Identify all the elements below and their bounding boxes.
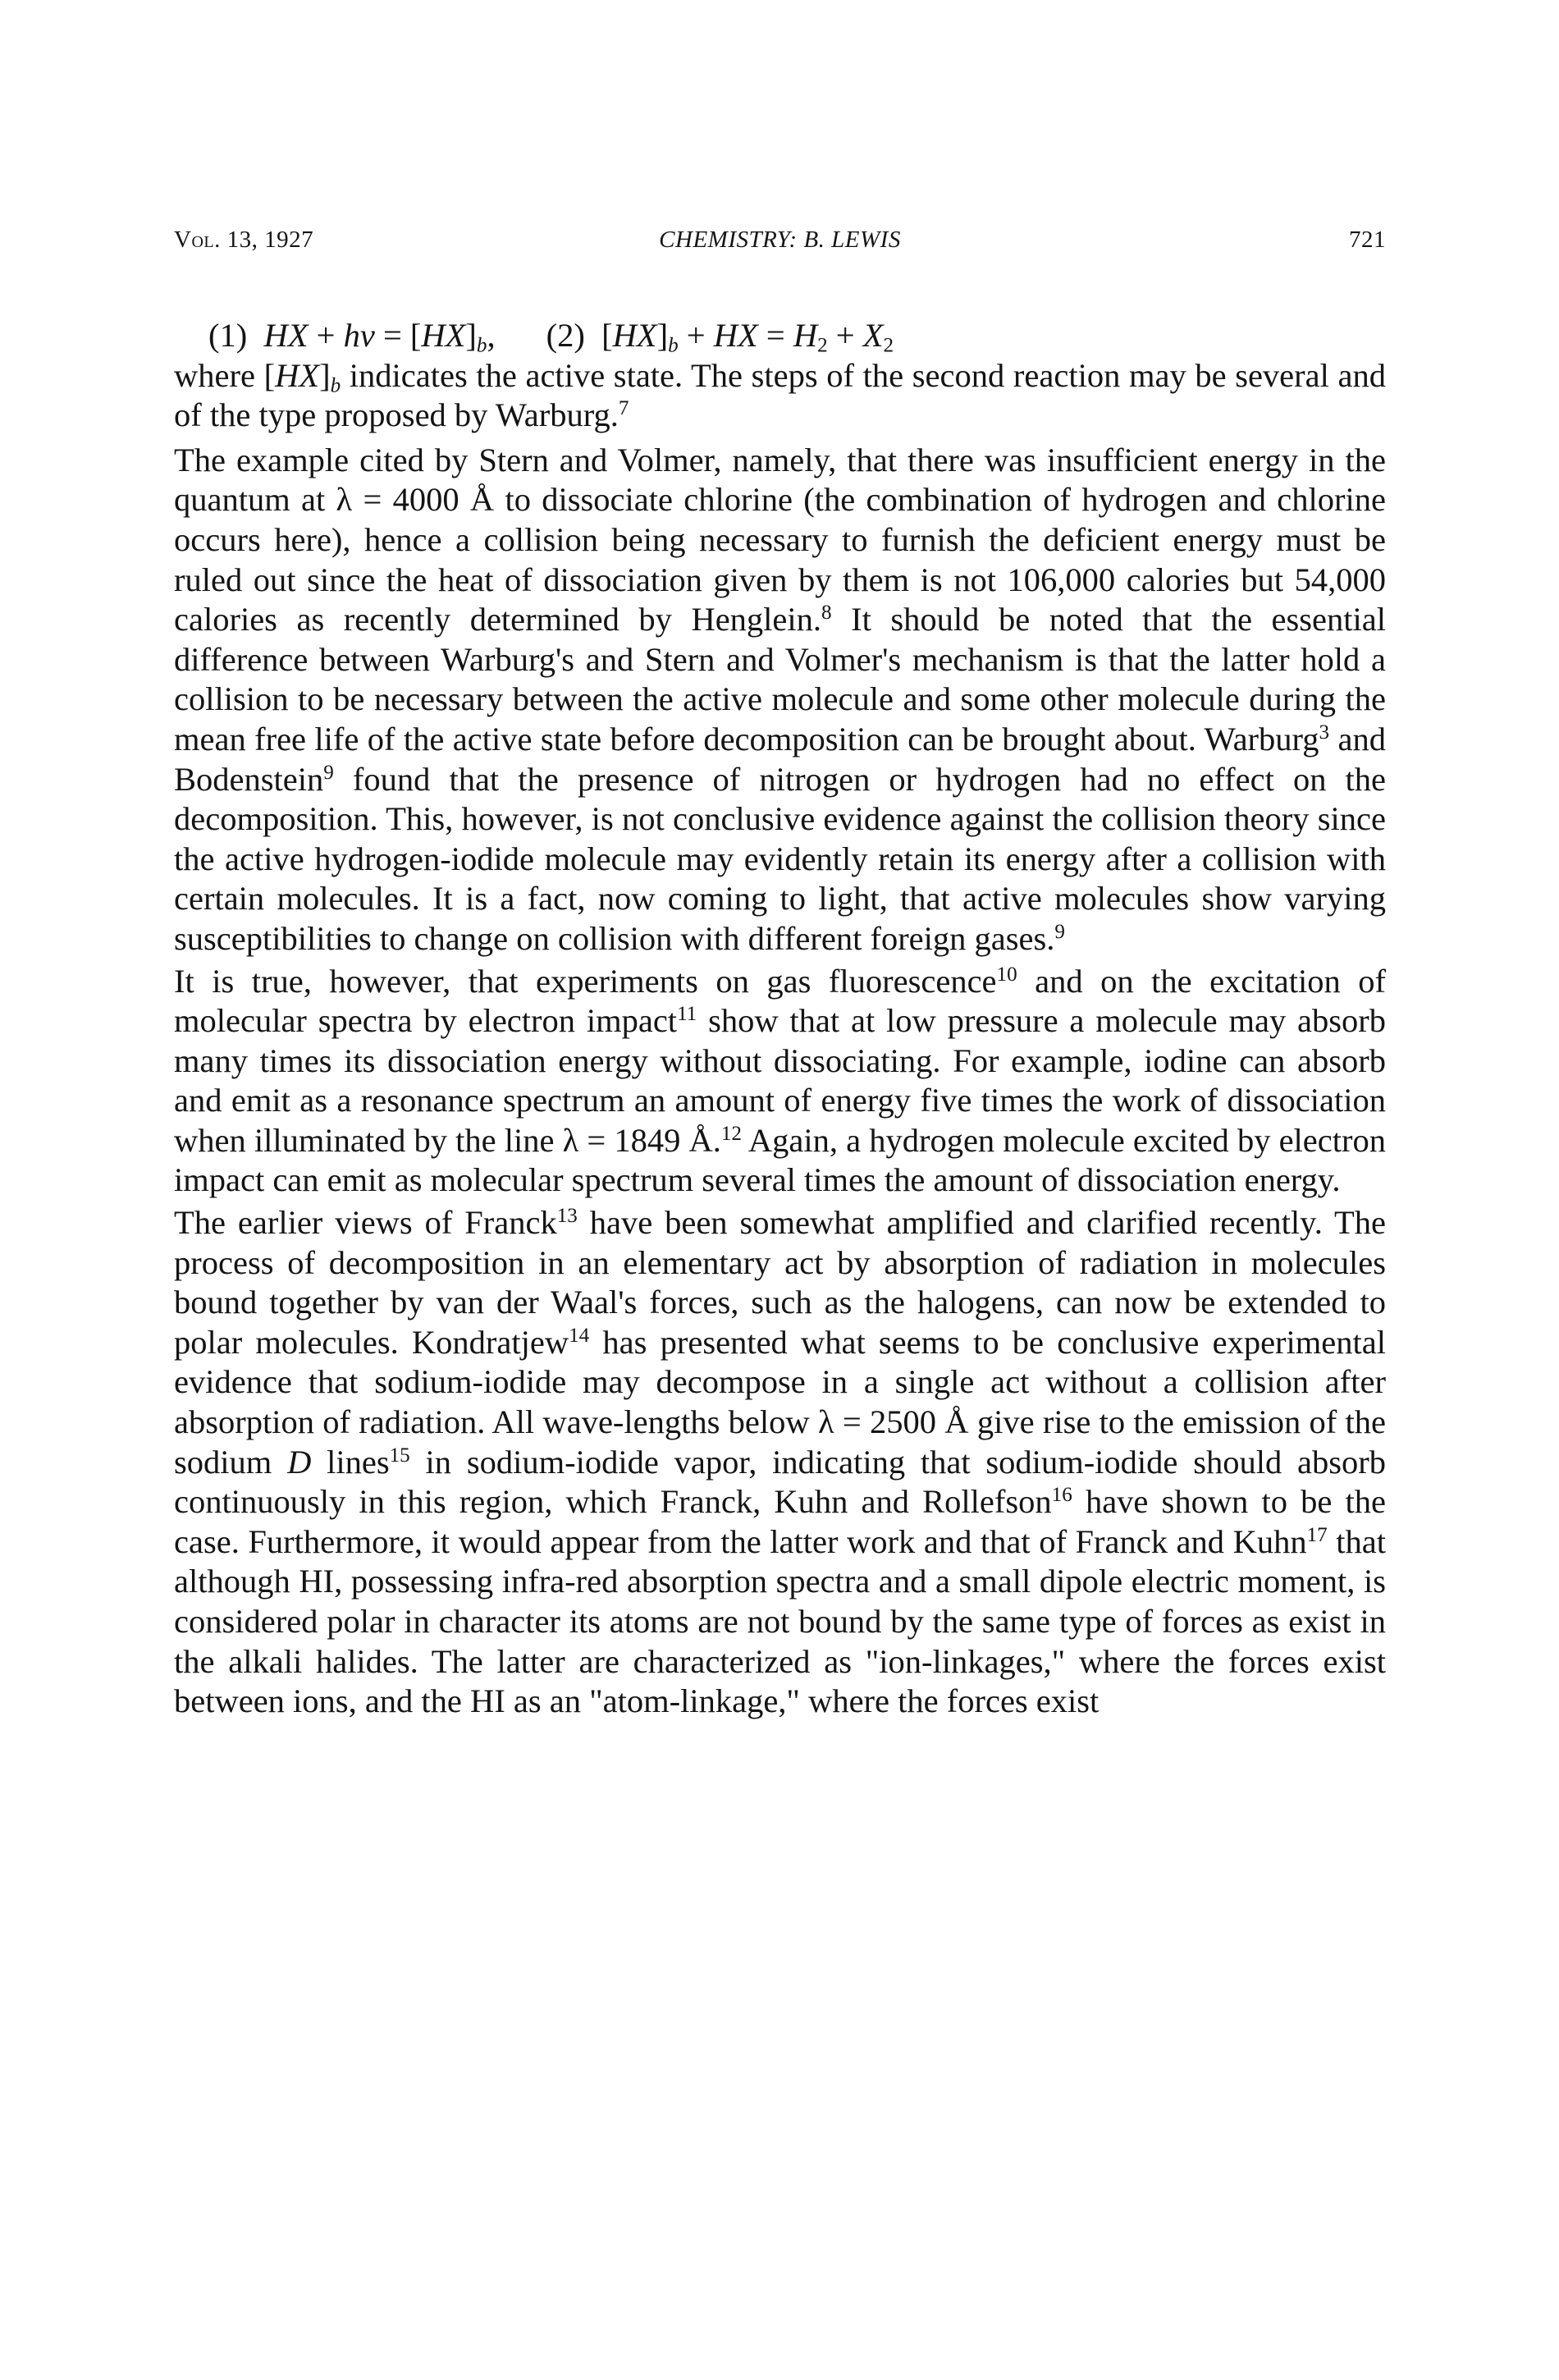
footnote-ref: 13 — [556, 1205, 578, 1228]
volume-label: Vol. 13, 1927 — [174, 227, 314, 253]
footnote-ref: 9 — [323, 761, 334, 784]
eq-subscript: 2 — [883, 334, 894, 357]
text-run: ] — [319, 356, 331, 394]
eq-bracket: ] — [656, 317, 669, 354]
footnote-ref: 7 — [618, 397, 629, 420]
footnote-ref: 8 — [821, 602, 832, 625]
equation-1-number: (1) — [208, 317, 248, 354]
equation-1 — [208, 317, 496, 357]
eq-term: hv — [343, 317, 375, 354]
page-number: 721 — [1349, 227, 1386, 253]
eq-operator: + — [678, 317, 714, 354]
text-run: Again, a hydrogen molecule excited by electron impact can emit as molecular spectrum several times the amount of dissociation energy. — [174, 1121, 1386, 1199]
text-run: show that at low pressure a molecule may absorb many times its dissociation energy without dissociating. For example, iodine can absorb and emit as a resonance spectrum an amount of energy five times the work of dissociation when illuminated by the line λ = 1849 Å. — [174, 1002, 1387, 1159]
paragraph-2 — [174, 441, 1386, 959]
body-text — [174, 316, 1386, 1722]
text-run: found that the presence of nitrogen or hydrogen had no effect on the decomposition. This, however, is not conclusive evidence against the collision theory since the active hydrogen-iodide molecule may evidently retain its energy after a collision with certain molecules. It is a fact, now coming to light, that active molecules show varying susceptibilities to change on collision with different foreign gases. — [174, 760, 1386, 957]
text-run: It should be noted that the essential difference between Warburg's and Stern and Volmer's mechanism is that the latter hold a collision to be necessary between the active molecule and some other molecule during the mean free life of the active state before decomposition can be brought about. Warburg — [174, 601, 1386, 757]
text-run: and Bodenstein — [174, 720, 1386, 798]
paragraph-3 — [174, 962, 1386, 1201]
text-run: D — [287, 1443, 312, 1481]
eq-subscript: b — [668, 334, 679, 357]
footnote-ref: 11 — [677, 1003, 697, 1026]
eq-operator: + — [308, 317, 344, 354]
text-run: It is true, however, that experiments on gas fluorescence — [174, 962, 997, 1000]
eq-operator: = [ — [374, 317, 422, 354]
eq-subscript: b — [476, 334, 487, 357]
eq-term: HX — [263, 317, 309, 354]
eq-term: HX — [421, 317, 466, 354]
subscript: b — [330, 373, 341, 396]
footnote-ref: 3 — [1319, 721, 1330, 744]
footnote-ref: 9 — [1054, 921, 1065, 944]
text-run: have been somewhat amplified and clarified recently. The process of decomposition in an elementary act by absorption of radiation in molecules bound together by van der Waal's forces, such as the halogens, can now be extended to polar molecules. Kondratjew — [174, 1204, 1386, 1361]
footnote-ref: 16 — [1051, 1484, 1072, 1507]
equation-2-number: (2) — [546, 317, 585, 354]
text-run: The earlier views of Franck — [174, 1204, 557, 1242]
eq-term: HX — [713, 317, 758, 354]
text-run: and on the excitation of molecular spectra by electron impact — [174, 962, 1386, 1040]
eq-term: H — [793, 317, 818, 354]
footnote-ref: 14 — [569, 1325, 590, 1348]
text-run: have shown to be the case. Furthermore, it would appear from the latter work and that of Franck and Kuhn — [174, 1483, 1386, 1560]
eq-operator: = — [757, 317, 793, 354]
text-run: that although HI, possessing infra-red absorption spectra and a small dipole electric moment, is considered polar in character its atoms are not bound by the same type of forces as exist in the alkali halides. The latter are characterized as "ion-linkages," where the forces exist between ions, and the HI as an "atom-linkage," where the forces exist — [174, 1522, 1387, 1720]
eq-term: HX — [612, 317, 657, 354]
text-run: lines — [311, 1443, 390, 1481]
running-title: CHEMISTRY: B. LEWIS — [659, 227, 901, 253]
text-run: in sodium-iodide vapor, indicating that sodium-iodide should absorb continuously in this region, which Franck, Kuhn and Rollefson — [174, 1443, 1386, 1521]
text-run: HX — [275, 356, 320, 394]
footnote-ref: 12 — [720, 1123, 742, 1146]
eq-term: X — [862, 317, 884, 354]
running-header — [174, 227, 1386, 259]
equation-2 — [546, 317, 894, 357]
text-run: The example cited by Stern and Volmer, namely, that there was insufficient energy in the quantum at λ = 4000 Å to dissociate chlorine (the combination of hydrogen and chlorine occurs here), hence a collision being necessary to furnish the deficient energy must be ruled out since the heat of dissociation given by them is not 106,000 calories but 54,000 calories as recently determined by Henglein. — [174, 441, 1386, 638]
text-run: indicates the active state. The steps of the second reaction may be several and of the type proposed by Warburg. — [174, 356, 1386, 434]
text-run: has presented what seems to be conclusive experimental evidence that sodium-iodide may decompose in a single act without a collision after absorption of radiation. All wave-lengths below λ = 2500 Å give rise to the emission of the sodium — [174, 1323, 1386, 1481]
eq-operator: + — [827, 317, 863, 354]
eq-punct: , — [487, 317, 496, 354]
footnote-ref: 17 — [1306, 1524, 1328, 1547]
eq-bracket: ] — [465, 317, 477, 354]
paragraph-1 — [174, 356, 1386, 436]
text-run: where [ — [174, 356, 276, 394]
eq-bracket: [ — [601, 317, 613, 354]
paragraph-4 — [174, 1203, 1386, 1722]
eq-subscript: 2 — [817, 334, 828, 357]
footnote-ref: 15 — [389, 1444, 410, 1467]
footnote-ref: 10 — [996, 963, 1017, 986]
reaction-equations — [208, 316, 1386, 356]
